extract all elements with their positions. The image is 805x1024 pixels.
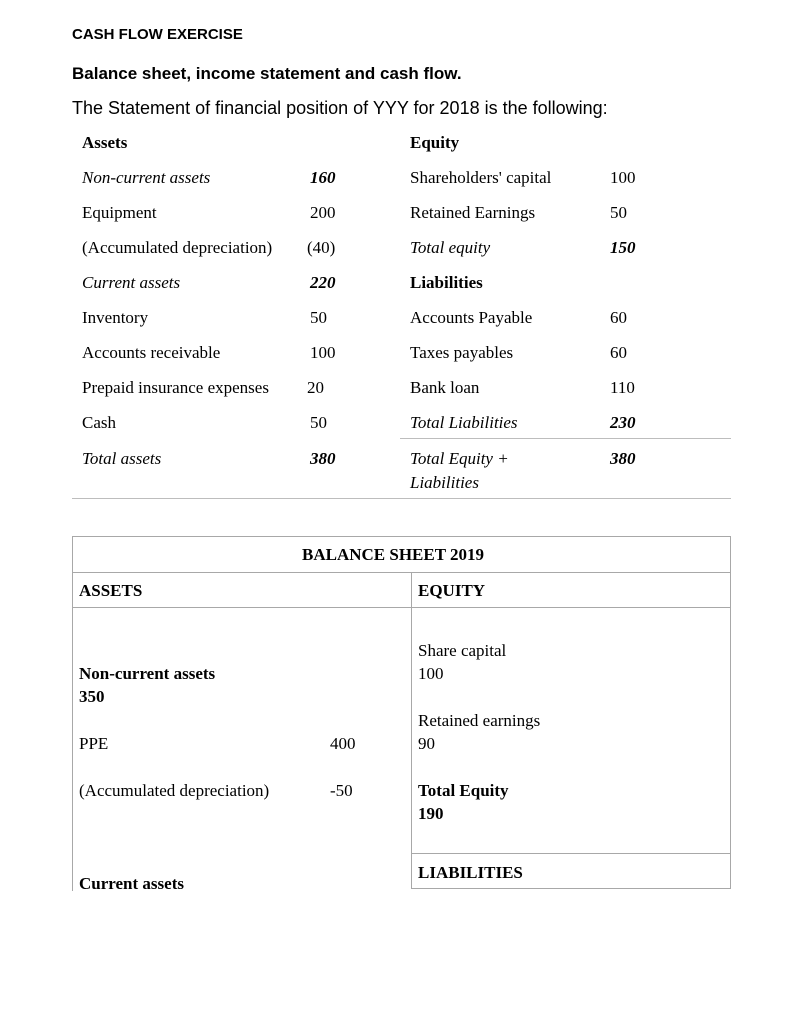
row-value: (40) — [307, 238, 336, 257]
assets-header: ASSETS — [79, 581, 143, 600]
row-label: Taxes payables — [410, 343, 514, 362]
document-subtitle: Balance sheet, income statement and cash flow. — [72, 64, 462, 83]
row-label: Bank loan — [410, 378, 480, 397]
table-border — [730, 536, 731, 889]
row-label: Accounts Payable — [410, 308, 533, 327]
retained-earnings-value: 90 — [418, 734, 435, 753]
row-label: Current assets — [82, 273, 181, 292]
share-capital-value: 100 — [418, 664, 444, 683]
current-assets-label: Current assets — [79, 874, 184, 893]
liabilities-header: Liabilities — [410, 273, 483, 292]
row-value: 110 — [610, 378, 635, 397]
row-label: Inventory — [82, 308, 149, 327]
table-border — [72, 536, 731, 537]
accumulated-depreciation-label: (Accumulated depreciation) — [79, 781, 270, 800]
total-equity-value: 190 — [418, 804, 444, 823]
row-label: Non-current assets — [82, 168, 211, 187]
row-value: 100 — [310, 343, 336, 362]
row-value: 150 — [610, 238, 636, 257]
total-assets-label: Total assets — [82, 449, 162, 468]
row-value: 20 — [307, 378, 324, 397]
table-border — [72, 536, 73, 891]
table-title: BALANCE SHEET 2019 — [302, 545, 485, 564]
row-value: 50 — [310, 413, 327, 432]
total-eq-liab-label-line2: Liabilities — [410, 473, 479, 492]
table-border — [411, 572, 412, 889]
share-capital-label: Share capital — [418, 641, 507, 660]
row-value: 50 — [310, 308, 327, 327]
document-title: CASH FLOW EXERCISE — [72, 26, 243, 43]
row-value: 50 — [610, 203, 627, 222]
equity-header: EQUITY — [418, 581, 486, 600]
assets-header: Assets — [82, 133, 128, 152]
equity-header: Equity — [410, 133, 460, 152]
row-value: 220 — [310, 273, 336, 292]
row-label: Cash — [82, 413, 116, 432]
row-label: Accounts receivable — [82, 343, 221, 362]
table-border — [411, 853, 731, 854]
row-value: 230 — [610, 413, 636, 432]
row-label: Total equity — [410, 238, 491, 257]
ppe-label: PPE — [79, 734, 109, 753]
table-border — [72, 572, 731, 573]
row-label: Shareholders' capital — [410, 168, 552, 187]
row-label: (Accumulated depreciation) — [82, 238, 273, 257]
total-equity-label: Total Equity — [418, 781, 509, 800]
row-value: 100 — [610, 168, 636, 187]
total-assets-value: 380 — [310, 449, 336, 468]
row-value: 160 — [310, 168, 336, 187]
intro-paragraph: The Statement of financial position of YYY for 2018 is the following: — [72, 98, 608, 118]
row-label: Total Liabilities — [410, 413, 518, 432]
divider — [400, 438, 731, 439]
row-label: Prepaid insurance expenses — [82, 378, 269, 397]
total-eq-liab-value: 380 — [610, 449, 636, 468]
liabilities-header: LIABILITIES — [418, 863, 523, 882]
row-value: 60 — [610, 343, 627, 362]
accumulated-depreciation-value: -50 — [330, 781, 353, 800]
retained-earnings-label: Retained earnings — [418, 711, 541, 730]
row-value: 60 — [610, 308, 627, 327]
total-eq-liab-label-line1: Total Equity + — [410, 449, 509, 468]
ppe-value: 400 — [330, 734, 356, 753]
divider — [72, 498, 731, 499]
noncurrent-assets-label: Non-current assets — [79, 664, 216, 683]
row-label: Equipment — [82, 203, 157, 222]
table-border — [411, 888, 731, 889]
table-border — [72, 607, 731, 608]
row-value: 200 — [310, 203, 336, 222]
noncurrent-assets-value: 350 — [79, 687, 105, 706]
row-label: Retained Earnings — [410, 203, 536, 222]
